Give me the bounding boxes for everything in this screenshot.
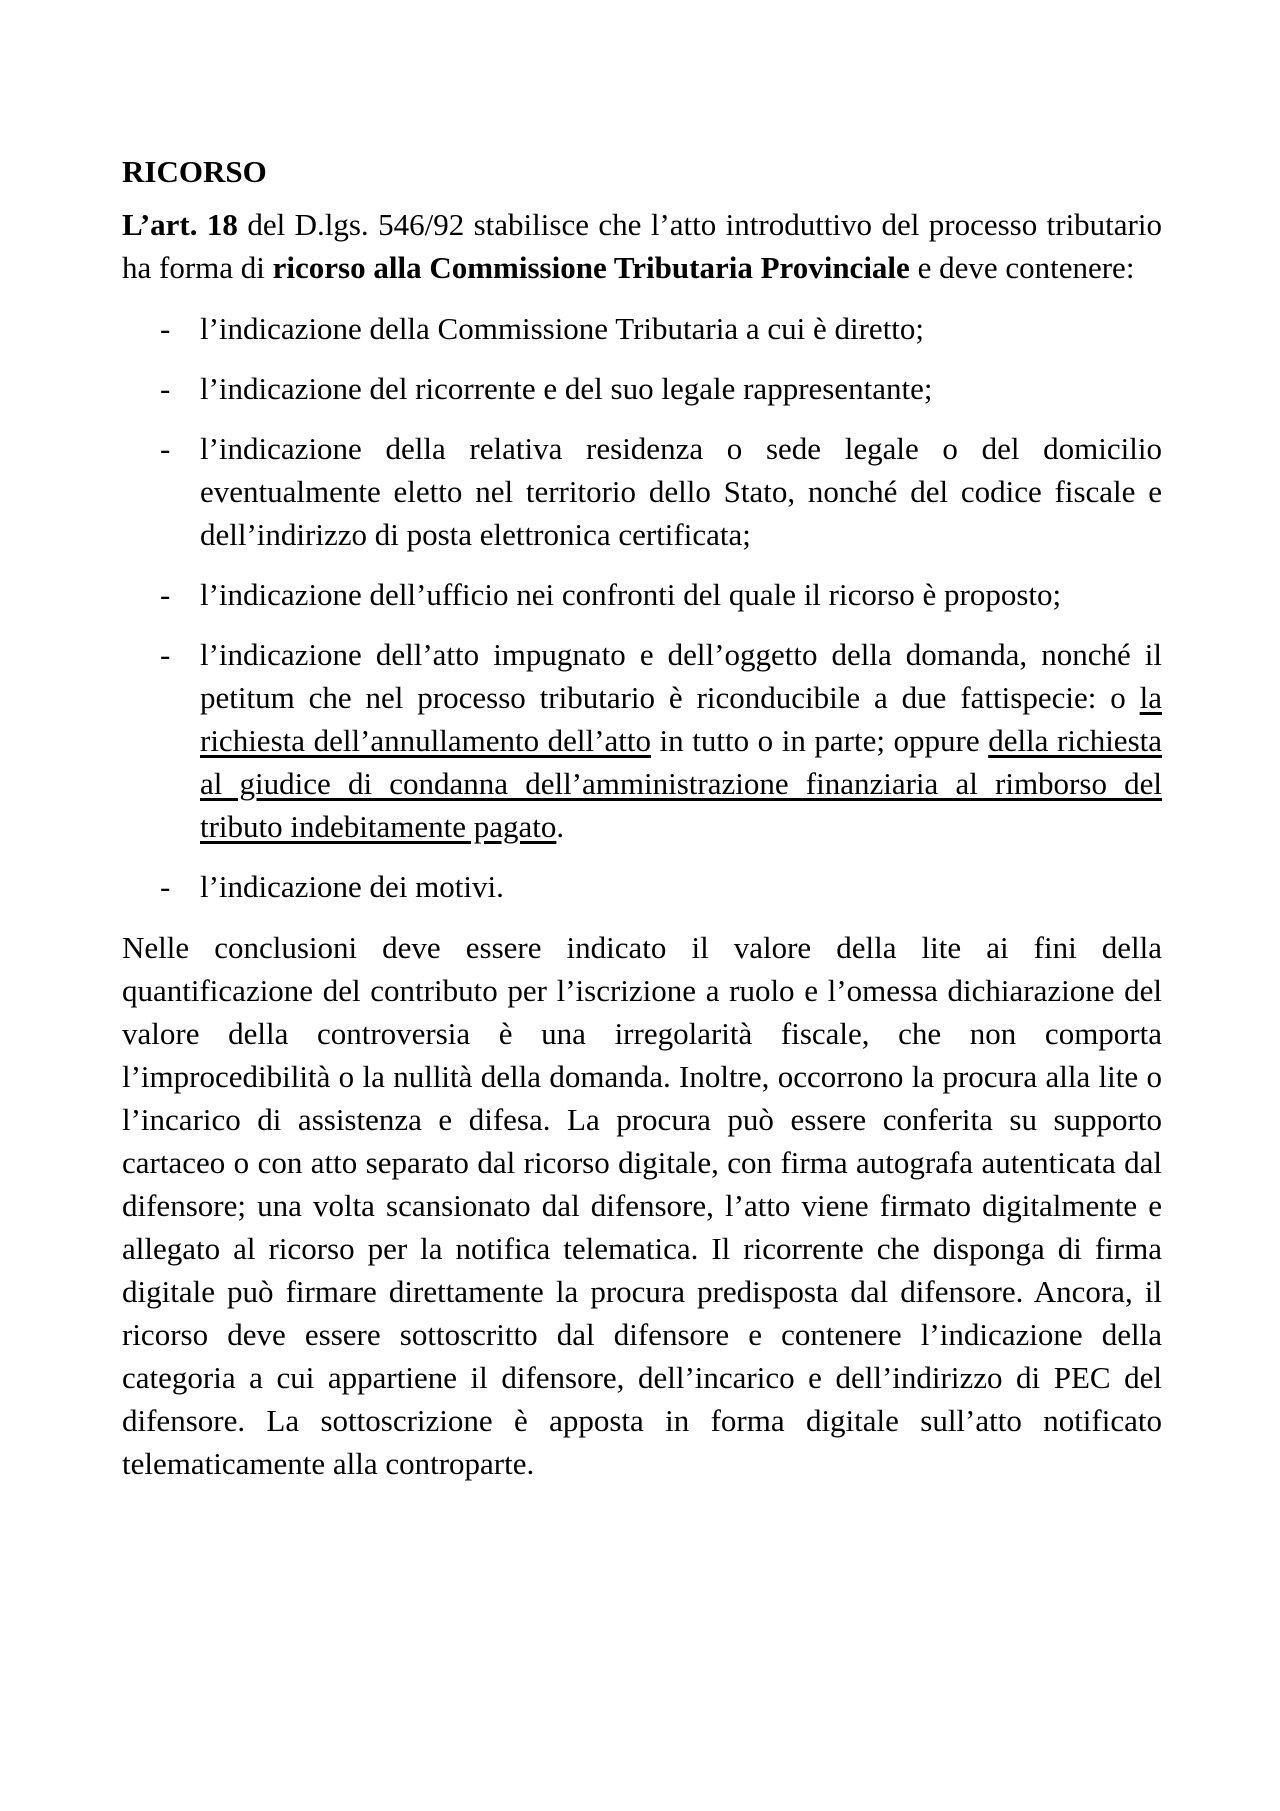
list-item-text: l’indicazione della relativa residenza o sede legale o del domicilio eventualmente eletto nel territorio dello Stato, nonché del codice fiscale e dell’indirizzo di posta elettronica certificata; — [200, 431, 1162, 552]
intro-bold-phrase: ricorso alla Commissione Tributaria Provinciale — [272, 250, 910, 285]
list-item-text: l’indicazione del ricorrente e del suo legale rappresentante; — [200, 371, 933, 406]
list-dash: - — [160, 637, 171, 672]
list-dash: - — [160, 431, 171, 466]
conclusion-paragraph: Nelle conclusioni deve essere indicato il valore della lite ai fini della quantificazione del contributo per l’iscrizione a ruolo e l’omessa dichiarazione del valore della controversia è una irregolarità fiscale, che non comporta l’improcedibilità o la nullità della domanda. Inoltre, occorrono la procura alla lite o l’incarico di assistenza e difesa. La procura può essere conferita su supporto cartaceo o con atto separato dal ricorso digitale, con firma autografa autenticata dal difensore; una volta scansionato dal difensore, l’atto viene firmato digitalmente e allegato al ricorso per la notifica telematica. Il ricorrente che disponga di firma digitale può firmare direttamente la procura predisposta dal difensore. Ancora, il ricorso deve essere sottoscritto dal difensore e contenere l’indicazione della categoria a cui appartiene il difensore, dell’incarico e dell’indirizzo di PEC del difensore. La sottoscrizione è apposta in forma digitale sull’atto notificato telematicamente alla controparte. — [122, 930, 1162, 1481]
requirements-list — [122, 307, 1162, 908]
intro-text-2: e deve contenere: — [909, 250, 1135, 285]
list-item — [122, 307, 1162, 350]
document-page — [122, 150, 1162, 1485]
list-item — [122, 865, 1162, 908]
list-dash: - — [160, 371, 171, 406]
intro-paragraph — [122, 203, 1162, 289]
page-title: RICORSO — [122, 154, 267, 189]
intro-text-1: del D.lgs. 546/92 stabilisce che l’atto introduttivo del processo tributario ha forma di — [122, 207, 1162, 285]
list-item — [122, 633, 1162, 848]
article-reference: L’art. 18 — [122, 207, 238, 242]
list-item — [122, 573, 1162, 616]
list-item-text-b: in tutto o in parte; oppure — [650, 723, 989, 758]
underlined-phrase-annulment: la richiesta dell’annullamento dell’atto — [200, 680, 1162, 758]
list-item-text-c: . — [556, 809, 565, 844]
list-dash: - — [160, 577, 171, 612]
list-dash: - — [160, 869, 171, 904]
list-item-text-a: l’indicazione dell’atto impugnato e dell’oggetto della domanda, nonché il petitum che nel processo tributario è riconducibile a due fattispecie: o — [200, 637, 1162, 715]
list-item — [122, 367, 1162, 410]
list-dash: - — [160, 311, 171, 346]
list-item — [122, 427, 1162, 556]
list-item-text: l’indicazione della Commissione Tributaria a cui è diretto; — [200, 311, 925, 346]
underlined-phrase-refund: della richiesta al giudice di condanna dell’amministrazione finanziaria al rimborso del tributo indebitamente pagato — [200, 723, 1163, 844]
list-item-text: l’indicazione dei motivi. — [200, 869, 504, 904]
list-item-text: l’indicazione dell’ufficio nei confronti del quale il ricorso è proposto; — [200, 577, 1062, 612]
